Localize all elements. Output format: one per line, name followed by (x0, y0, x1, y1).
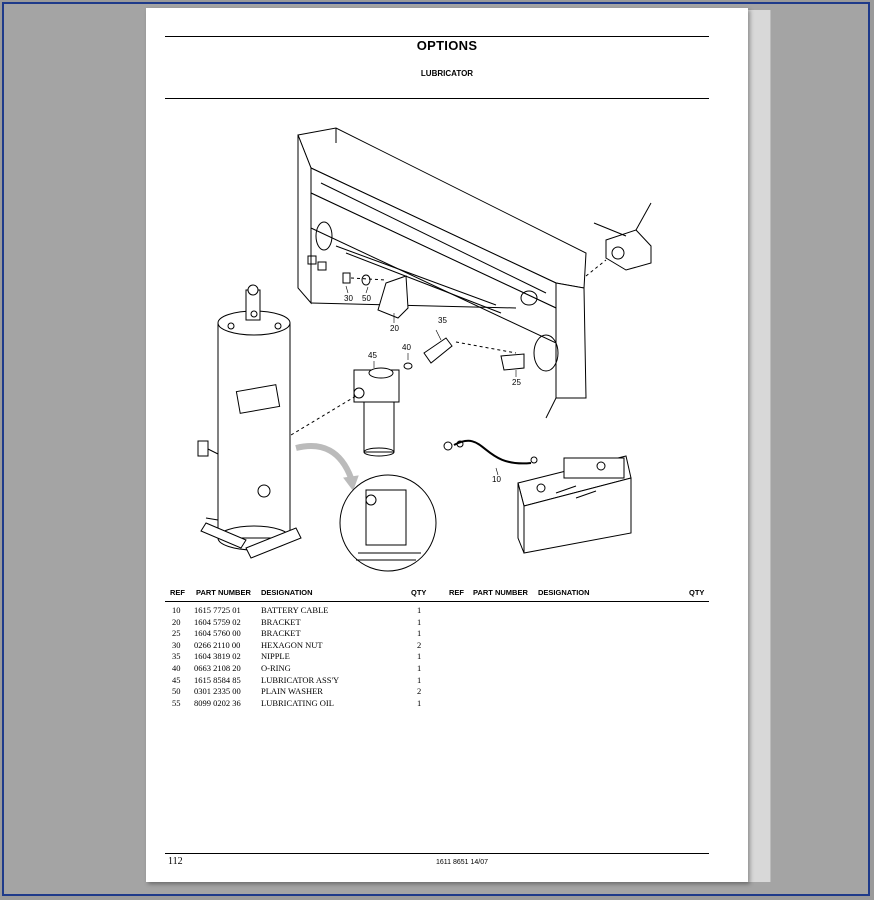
callout-10: 10 (492, 475, 501, 484)
nipple-oring (404, 338, 516, 369)
document-code: 1611 8651 14/07 (436, 859, 489, 866)
col-header-ref-right: REF (449, 588, 464, 597)
footer-rule (165, 853, 709, 854)
callout-40: 40 (402, 343, 411, 352)
col-header-ref: REF (170, 588, 185, 597)
bracket-25 (501, 354, 524, 370)
battery-cable (444, 441, 537, 464)
exploded-parts-diagram (146, 8, 748, 588)
chassis-frame (298, 128, 586, 418)
callout-50: 50 (362, 294, 371, 303)
detail-view (296, 446, 436, 571)
page-title: OPTIONS (416, 38, 478, 53)
air-receiver-tank (198, 285, 301, 558)
callout-35: 35 (438, 316, 447, 325)
ball-valve (586, 203, 651, 276)
callout-45: 45 (368, 351, 377, 360)
col-header-designation-right: DESIGNATION (538, 588, 590, 597)
callout-20: 20 (390, 324, 399, 333)
battery (518, 456, 631, 553)
col-header-part-number-right: PART NUMBER (473, 588, 528, 597)
col-header-qty-right: QTY (689, 588, 705, 597)
col-header-designation: DESIGNATION (261, 588, 313, 597)
document-page: OPTIONS LUBRICATOR 30 50 20 35 40 45 25 10 REF PART NUMBER DESIGNATION QTY REF PART NUMBER DESIGNATION QTY 10 1615 7725 01 BATTERY CABLE 1 20 1604 5759 02 BRACKET 1 25 1604 5760 00 BRACKET 1 30 0266 2110 00 HEXAGON NUT 2 35 1604 3819 02 NIPPLE 1 40 0663 2108 20 O-RING 1 45 1615 8584 85 LUBRICATOR ASS'Y 1 50 0301 2335 00 PLAIN WASHER 2 55 8099 0202 36 LUBRICATING OIL 1 112 1611 8651 14/07 (146, 8, 748, 882)
col-header-qty: QTY (411, 588, 427, 597)
callout-25: 25 (512, 378, 521, 387)
table-header-rule (165, 601, 709, 602)
page-subtitle: LUBRICATOR (420, 69, 474, 78)
col-header-part-number: PART NUMBER (196, 588, 251, 597)
lubricator-assembly (286, 368, 399, 456)
page-number: 112 (168, 856, 183, 867)
adjacent-page-edge (746, 10, 771, 882)
callout-30: 30 (344, 294, 353, 303)
